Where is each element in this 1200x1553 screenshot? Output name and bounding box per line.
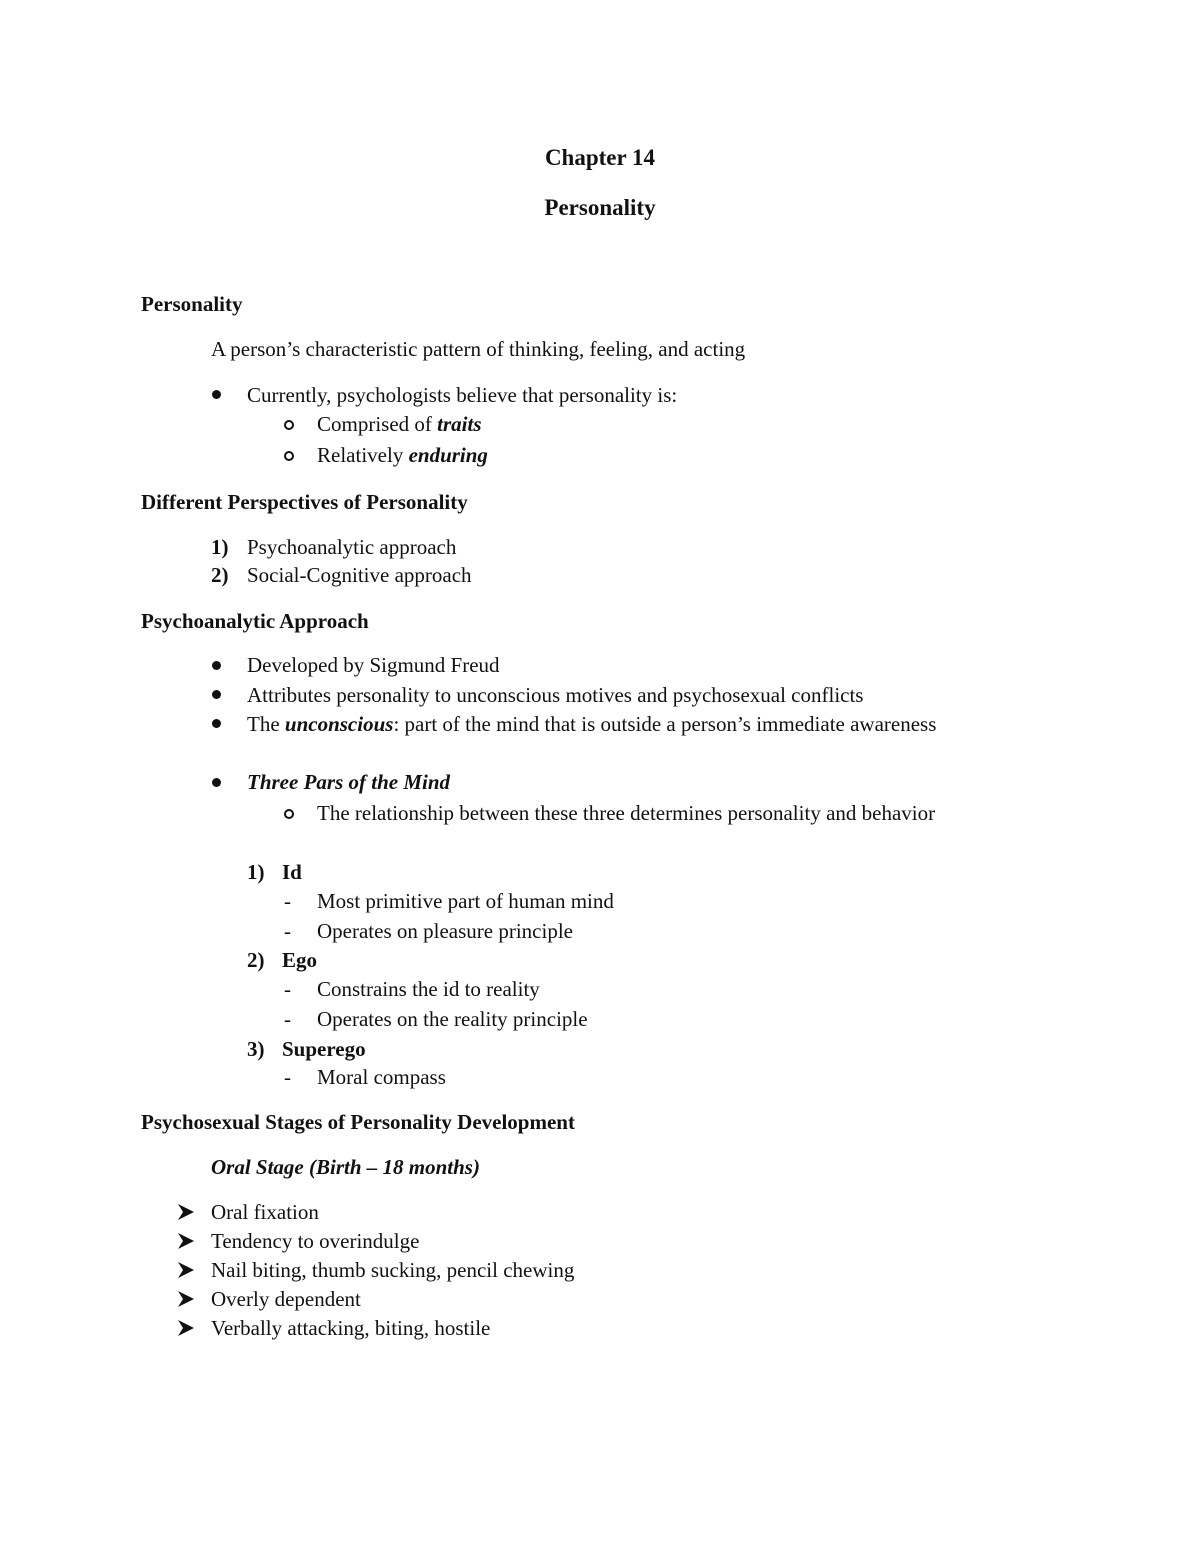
arrow-bullet-icon — [176, 1289, 196, 1309]
dash-marker: - — [284, 1065, 291, 1089]
bullet-unconscious — [247, 714, 936, 735]
arrow-bullet-icon — [176, 1202, 196, 1222]
list-number: 3) — [247, 1037, 265, 1061]
sub-bullet-text: Comprised of — [317, 412, 438, 436]
list-item: Nail biting, thumb sucking, pencil chewing — [211, 1258, 575, 1282]
part-name-ego: Ego — [282, 948, 318, 972]
sub-bullet-enduring — [317, 445, 488, 466]
section-heading-psychoanalytic: Psychoanalytic Approach — [141, 609, 369, 633]
sub-bullet-text: The relationship between these three determines personality and behavior — [317, 801, 936, 825]
list-item: Social-Cognitive approach — [247, 563, 472, 587]
list-number: 1) — [247, 860, 265, 884]
emphasis-unconscious: unconscious — [284, 712, 394, 736]
bullet-icon — [212, 390, 221, 399]
circle-bullet-icon — [284, 809, 294, 819]
part-point: Most primitive part of human mind — [317, 889, 614, 913]
dash-marker: - — [284, 1007, 291, 1031]
dash-marker: - — [284, 889, 291, 913]
emphasis-enduring: enduring — [408, 443, 488, 467]
part-name-id: Id — [282, 860, 302, 884]
stage-heading: Oral Stage (Birth – 18 months) — [211, 1155, 480, 1179]
section-heading-personality: Personality — [141, 292, 243, 316]
bullet-text: Currently, psychologists believe that personality is: — [247, 383, 678, 407]
arrow-bullet-icon — [176, 1260, 196, 1280]
part-name-superego: Superego — [282, 1037, 366, 1061]
circle-bullet-icon — [284, 451, 294, 461]
circle-bullet-icon — [284, 420, 294, 430]
bullet-icon — [212, 719, 221, 728]
dash-marker: - — [284, 919, 291, 943]
arrow-bullet-icon — [176, 1231, 196, 1251]
sub-bullet-text: Relatively — [317, 443, 409, 467]
bullet-icon — [212, 690, 221, 699]
bullet-icon — [212, 778, 221, 787]
part-point: Operates on the reality principle — [317, 1007, 588, 1031]
bullet-text: Attributes personality to unconscious motives and psychosexual conflicts — [247, 683, 864, 707]
bullet-text: : part of the mind that is outside a person’s immediate awareness — [393, 712, 937, 736]
arrow-bullet-icon — [176, 1318, 196, 1338]
list-item: Oral fixation — [211, 1200, 319, 1224]
part-point: Operates on pleasure principle — [317, 919, 573, 943]
chapter-title: Chapter 14 — [544, 145, 656, 170]
section-heading-psychosexual: Psychosexual Stages of Personality Development — [141, 1110, 575, 1134]
sub-bullet-traits — [317, 414, 482, 435]
list-item: Tendency to overindulge — [211, 1229, 420, 1253]
list-item: Verbally attacking, biting, hostile — [211, 1316, 491, 1340]
chapter-subtitle: Personality — [544, 195, 656, 220]
part-point: Moral compass — [317, 1065, 446, 1089]
list-number: 1) — [211, 535, 229, 559]
bullet-text: Developed by Sigmund Freud — [247, 653, 500, 677]
bullet-three-parts: Three Pars of the Mind — [247, 770, 451, 794]
emphasis-traits: traits — [437, 412, 482, 436]
list-item: Overly dependent — [211, 1287, 361, 1311]
part-point: Constrains the id to reality — [317, 977, 540, 1001]
list-number: 2) — [211, 563, 229, 587]
personality-definition: A person’s characteristic pattern of thinking, feeling, and acting — [211, 337, 746, 361]
bullet-text: The — [247, 712, 285, 736]
list-item: Psychoanalytic approach — [247, 535, 457, 559]
bullet-icon — [212, 661, 221, 670]
section-heading-perspectives: Different Perspectives of Personality — [141, 490, 468, 514]
dash-marker: - — [284, 977, 291, 1001]
list-number: 2) — [247, 948, 265, 972]
